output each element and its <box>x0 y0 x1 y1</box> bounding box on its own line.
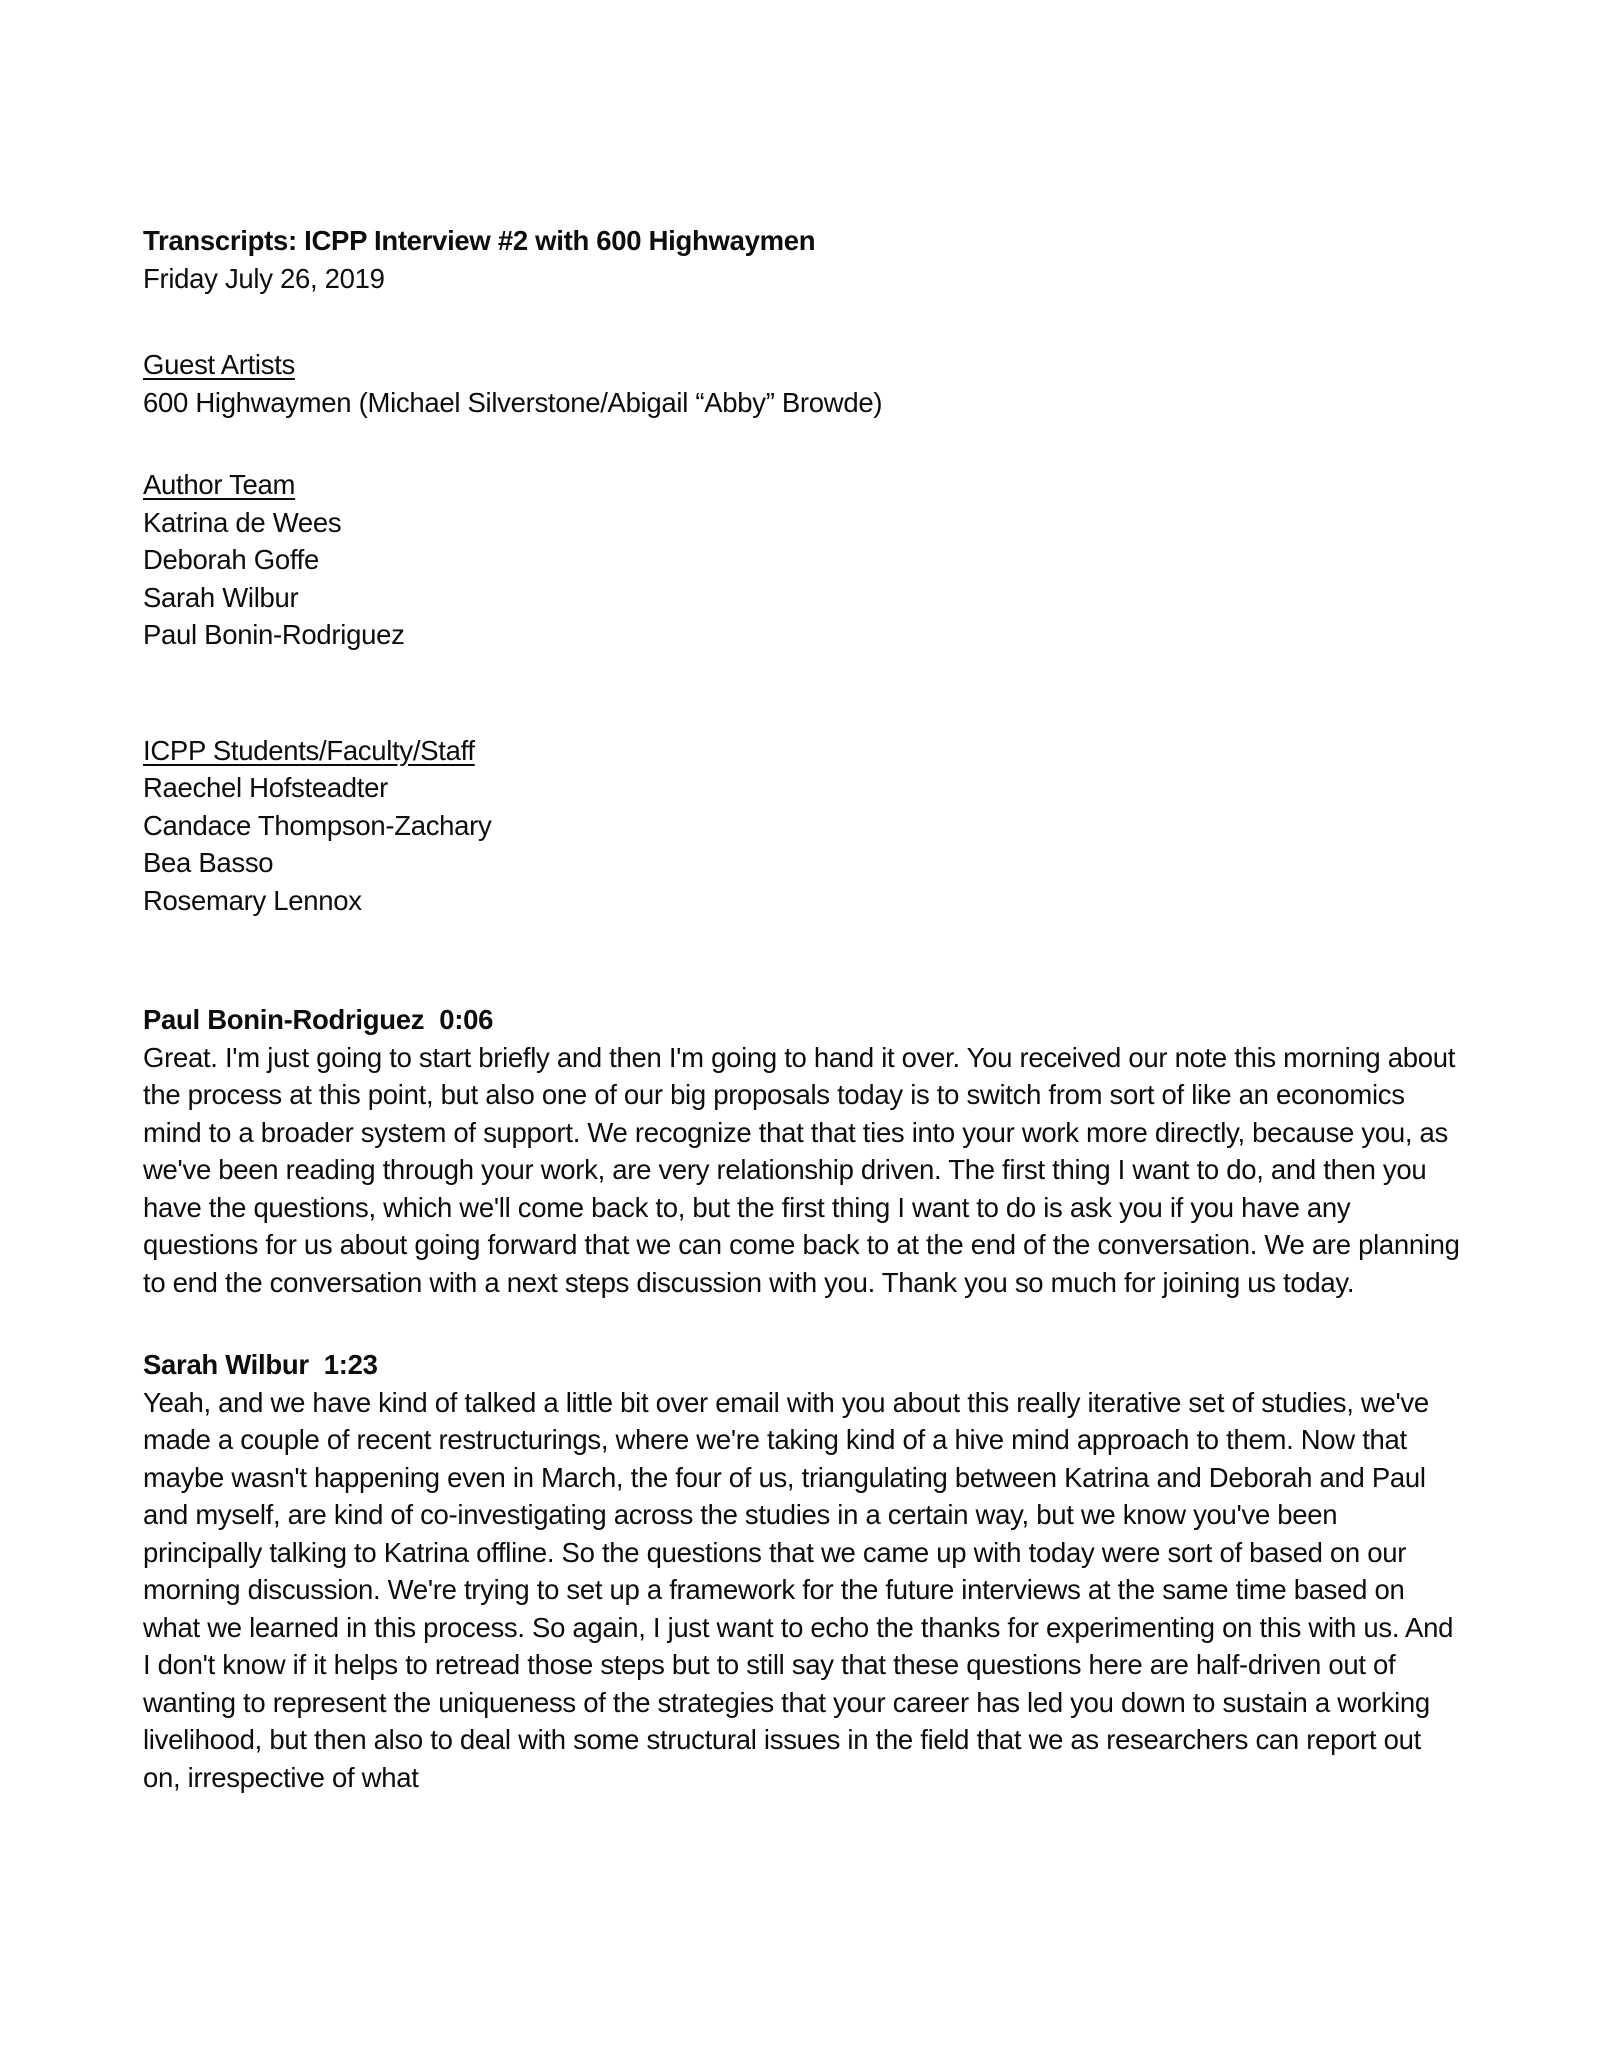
icpp-member: Bea Basso <box>143 847 274 878</box>
author-team-member: Sarah Wilbur <box>143 581 299 613</box>
speaker-line <box>143 1346 1463 1384</box>
speaker-timestamp: 1:23 <box>323 1349 378 1380</box>
author-team-heading: Author Team <box>143 469 296 500</box>
speaker-name: Sarah Wilbur <box>143 1349 309 1380</box>
document-date: Friday July 26, 2019 <box>143 262 385 294</box>
document-content <box>143 222 1467 1796</box>
icpp-heading: ICPP Students/Faculty/Staff <box>143 734 475 766</box>
transcript-paragraph: Great. I'm just going to start briefly and then I'm going to hand it over. You received our note this morning about the process at this point, but also one of our big proposals today is to switch from sort of like an economics mind to a broader system of support. We recognize that that ties into your work more directly, because you, as we've been reading through your work, are very relationship driven. The first thing I want to do, and then you have the questions, which we'll come back to, but the first thing I want to do is ask you if you have any questions for us about going forward that we can come back to at the end of the conversation. We are planning to end the conversation with a next steps discussion with you. Thank you so much for joining us today. <box>143 1041 1467 1298</box>
section-guest-artists <box>143 346 1463 421</box>
section-author-team <box>143 466 1463 654</box>
document-title: Transcripts: ICPP Interview #2 with 600 Highwaymen <box>143 225 816 256</box>
author-team-member: Deborah Goffe <box>143 544 319 575</box>
icpp-member: Candace Thompson-Zachary <box>143 809 492 841</box>
section-icpp-students-faculty-staff <box>143 732 1463 920</box>
icpp-member: Raechel Hofsteadter <box>143 772 388 803</box>
author-team-member: Katrina de Wees <box>143 506 342 538</box>
author-team-member: Paul Bonin-Rodriguez <box>143 619 405 650</box>
speaker-timestamp: 0:06 <box>439 1004 494 1035</box>
speaker-name: Paul Bonin-Rodriguez <box>143 1004 425 1035</box>
transcript-entry <box>143 1346 1463 1796</box>
icpp-member: Rosemary Lennox <box>143 884 362 916</box>
speaker-line <box>143 1001 1463 1039</box>
guest-artists-line: 600 Highwaymen (Michael Silverstone/Abigail “Abby” Browde) <box>143 386 883 418</box>
transcript-paragraph: Yeah, and we have kind of talked a little bit over email with you about this really iterative set of studies, we've made a couple of recent restructurings, where we're taking kind of a hive mind approach to them. Now that maybe wasn't happening even in March, the four of us, triangulating between Katrina and Deborah and Paul and myself, are kind of co-investigating across the studies in a certain way, but we know you've been principally talking to Katrina offline. So the questions that we came up with today were sort of based on our morning discussion. We're trying to set up a framework for the future interviews at the same time based on what we learned in this process. So again, I just want to echo the thanks for experimenting on this with us. And I don't know if it helps to retread those steps but to still say that these questions here are half-driven out of wanting to represent the uniqueness of the strategies that your career has led you down to sustain a working livelihood, but then also to deal with some structural issues in the field that we as researchers can report out on, irrespective of what <box>143 1386 1461 1793</box>
guest-artists-heading: Guest Artists <box>143 349 295 380</box>
transcript-entry <box>143 1001 1467 1301</box>
